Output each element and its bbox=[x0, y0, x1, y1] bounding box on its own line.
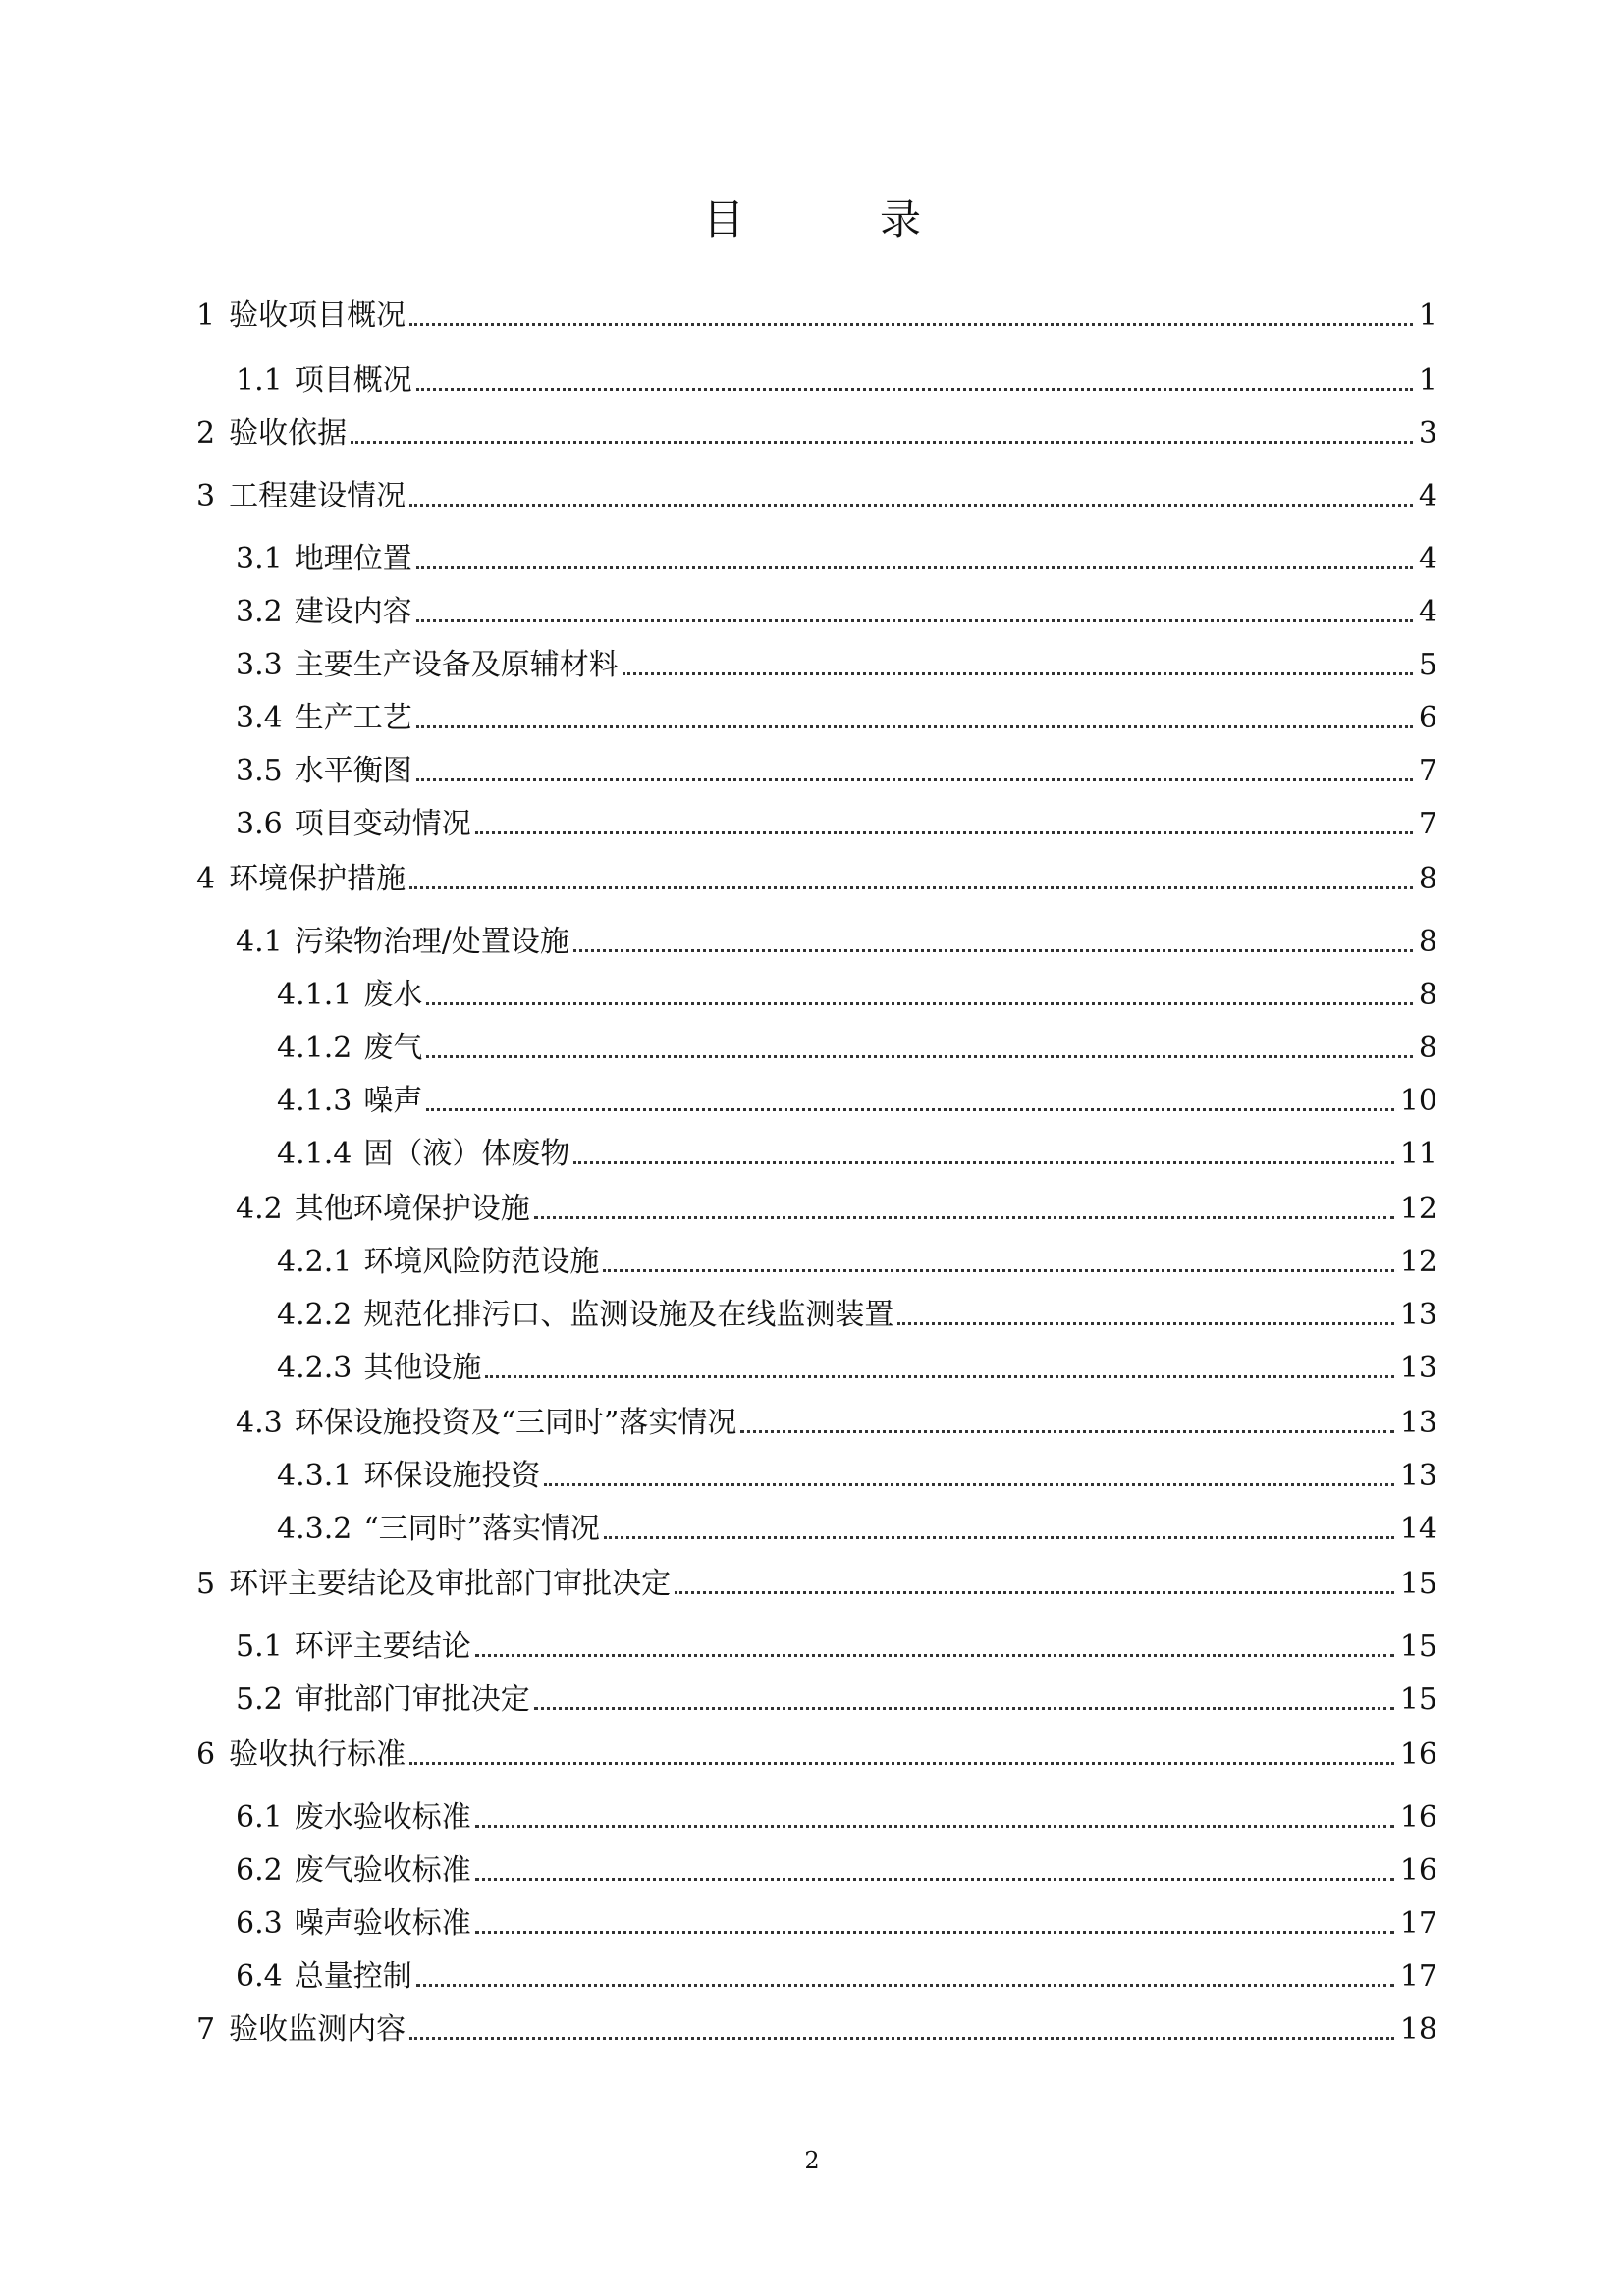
toc-entry-title: 项目变动情况 bbox=[294, 807, 471, 841]
toc-entry-page: 4 bbox=[1418, 542, 1437, 576]
dot-leader bbox=[475, 1654, 1394, 1657]
dot-leader bbox=[426, 1108, 1393, 1111]
toc-entry-number: 3.2 bbox=[236, 595, 283, 629]
toc-entry-title: 废气 bbox=[363, 1031, 423, 1065]
toc-entry-title: 环评主要结论及审批部门审批决定 bbox=[229, 1567, 672, 1601]
dot-leader bbox=[485, 1375, 1393, 1378]
toc-entry-number: 5.1 bbox=[236, 1629, 283, 1664]
toc-entry[interactable] bbox=[0, 359, 1624, 399]
toc-entry-page: 7 bbox=[1418, 754, 1437, 788]
toc-entry-page: 6 bbox=[1418, 701, 1437, 735]
toc-entry[interactable] bbox=[0, 1347, 1624, 1386]
toc-entry[interactable] bbox=[0, 1241, 1624, 1280]
toc-entry-title: 验收执行标准 bbox=[229, 1737, 406, 1772]
toc-entry-title: 项目概况 bbox=[294, 363, 412, 398]
toc-entry[interactable] bbox=[0, 1849, 1624, 1889]
toc-entry-title: 规范化排污口、监测设施及在线监测装置 bbox=[363, 1298, 894, 1332]
toc-entry-number: 5.2 bbox=[236, 1682, 283, 1717]
toc-entry-title: 验收监测内容 bbox=[229, 2012, 406, 2047]
dot-leader bbox=[416, 778, 1413, 781]
toc-entry-number: 1.1 bbox=[236, 363, 283, 398]
toc-entry-number: 7 bbox=[196, 2012, 216, 2047]
dot-leader bbox=[740, 1430, 1393, 1433]
toc-entry[interactable] bbox=[0, 644, 1624, 683]
toc-entry-number: 3.4 bbox=[236, 701, 283, 735]
toc-entry-title: 废气验收标准 bbox=[294, 1853, 471, 1888]
toc-entry-number: 4.3.2 bbox=[277, 1512, 352, 1546]
toc-entry-title: 环评主要结论 bbox=[294, 1629, 471, 1664]
toc-entry-number: 3.3 bbox=[236, 648, 283, 682]
toc-entry-number: 4.2.1 bbox=[277, 1245, 352, 1279]
toc-entry-number: 4.3.1 bbox=[277, 1459, 352, 1493]
toc-entry[interactable] bbox=[0, 1734, 1624, 1773]
toc-entry-title: 水平衡图 bbox=[294, 754, 412, 788]
toc-entry-page: 8 bbox=[1418, 925, 1437, 959]
toc-entry-title: 环保设施投资及“三同时”落实情况 bbox=[294, 1406, 737, 1440]
toc-entry-title: 审批部门审批决定 bbox=[294, 1682, 530, 1717]
dot-leader bbox=[409, 323, 1413, 326]
dot-leader bbox=[416, 1984, 1394, 1987]
toc-entry-title: 建设内容 bbox=[294, 595, 412, 629]
toc-entry-number: 6.2 bbox=[236, 1853, 283, 1888]
toc-entry-page: 15 bbox=[1399, 1567, 1437, 1601]
toc-entry-number: 3 bbox=[196, 479, 216, 513]
toc-entry-number: 6 bbox=[196, 1737, 216, 1772]
toc-entry[interactable] bbox=[0, 1902, 1624, 1942]
toc-entry-title: 噪声验收标准 bbox=[294, 1906, 471, 1941]
toc-entry-page: 5 bbox=[1418, 648, 1437, 682]
dot-leader bbox=[604, 1536, 1394, 1539]
toc-entry[interactable] bbox=[0, 1188, 1624, 1227]
toc-entry-title: 验收依据 bbox=[229, 416, 348, 451]
toc-entry[interactable] bbox=[0, 697, 1624, 736]
dot-leader bbox=[475, 1825, 1394, 1828]
dot-leader bbox=[416, 725, 1413, 728]
toc-entry-page: 15 bbox=[1399, 1682, 1437, 1717]
toc-entry-page: 12 bbox=[1399, 1192, 1437, 1226]
toc-entry-title: 其他设施 bbox=[363, 1351, 482, 1385]
dot-leader bbox=[623, 672, 1413, 675]
toc-entry-title: 污染物治理/处置设施 bbox=[294, 925, 569, 959]
dot-leader bbox=[409, 886, 1413, 889]
toc-entry[interactable] bbox=[0, 1796, 1624, 1836]
toc-entry-page: 13 bbox=[1399, 1406, 1437, 1440]
toc-entry-page: 17 bbox=[1399, 1906, 1437, 1941]
toc-entry-page: 1 bbox=[1418, 298, 1437, 333]
toc-title: 目 录 bbox=[702, 195, 968, 243]
toc-entry-number: 5 bbox=[196, 1567, 216, 1601]
dot-leader bbox=[416, 566, 1413, 569]
dot-leader bbox=[426, 1002, 1413, 1005]
toc-entry-page: 16 bbox=[1399, 1853, 1437, 1888]
dot-leader bbox=[897, 1322, 1393, 1325]
toc-entry-number: 3.6 bbox=[236, 807, 283, 841]
dot-leader bbox=[475, 1878, 1394, 1881]
toc-entry-page: 3 bbox=[1418, 416, 1437, 451]
dot-leader bbox=[426, 1055, 1413, 1058]
dot-leader bbox=[416, 388, 1413, 391]
toc-entry-title: 环保设施投资 bbox=[363, 1459, 541, 1493]
toc-entry-page: 12 bbox=[1399, 1245, 1437, 1279]
toc-entry-number: 4.2.3 bbox=[277, 1351, 352, 1385]
toc-entry-page: 13 bbox=[1399, 1351, 1437, 1385]
toc-entry[interactable] bbox=[0, 1563, 1624, 1602]
toc-entry[interactable] bbox=[0, 591, 1624, 630]
toc-entry-number: 4.2 bbox=[236, 1192, 283, 1226]
toc-entry[interactable] bbox=[0, 1027, 1624, 1066]
toc-entry[interactable] bbox=[0, 294, 1624, 334]
toc-entry-number: 4.2.2 bbox=[277, 1298, 352, 1332]
toc-entry-page: 8 bbox=[1418, 862, 1437, 896]
toc-entry-page: 16 bbox=[1399, 1737, 1437, 1772]
dot-leader bbox=[675, 1591, 1394, 1594]
toc-entry-page: 16 bbox=[1399, 1800, 1437, 1835]
dot-leader bbox=[475, 831, 1413, 834]
toc-entry[interactable] bbox=[0, 475, 1624, 514]
toc-entry-page: 10 bbox=[1399, 1084, 1437, 1118]
toc-entry[interactable] bbox=[0, 1955, 1624, 1995]
toc-entry-page: 15 bbox=[1399, 1629, 1437, 1664]
toc-entry-title: 总量控制 bbox=[294, 1959, 412, 1994]
toc-entry[interactable] bbox=[0, 1679, 1624, 1718]
dot-leader bbox=[351, 441, 1413, 444]
toc-entry[interactable] bbox=[0, 1626, 1624, 1665]
dot-leader bbox=[544, 1483, 1393, 1486]
dot-leader bbox=[573, 1161, 1393, 1164]
toc-entry-number: 6.3 bbox=[236, 1906, 283, 1941]
dot-leader bbox=[409, 1762, 1394, 1765]
toc-entry-number: 6.1 bbox=[236, 1800, 283, 1835]
toc-entry-page: 1 bbox=[1418, 363, 1437, 398]
toc-entry-title: 固（液）体废物 bbox=[363, 1137, 570, 1171]
toc-entry-number: 3.5 bbox=[236, 754, 283, 788]
toc-entry-page: 18 bbox=[1399, 2012, 1437, 2047]
dot-leader bbox=[534, 1216, 1394, 1219]
toc-entry-title: 环境风险防范设施 bbox=[363, 1245, 600, 1279]
toc-entry-title: 废水验收标准 bbox=[294, 1800, 471, 1835]
toc-entry[interactable] bbox=[0, 1080, 1624, 1119]
toc-entry-number: 4.1.3 bbox=[277, 1084, 352, 1118]
toc-entry[interactable] bbox=[0, 2008, 1624, 2048]
toc-entry-title: 其他环境保护设施 bbox=[294, 1192, 530, 1226]
dot-leader bbox=[603, 1269, 1393, 1272]
toc-entry-title: 主要生产设备及原辅材料 bbox=[294, 648, 619, 682]
toc-entry-title: 噪声 bbox=[363, 1084, 423, 1118]
toc-entry[interactable] bbox=[0, 858, 1624, 897]
toc-entry-number: 4.3 bbox=[236, 1406, 283, 1440]
dot-leader bbox=[416, 619, 1413, 622]
toc-entry[interactable] bbox=[0, 1455, 1624, 1494]
toc-entry-number: 4 bbox=[196, 862, 216, 896]
toc-entry[interactable] bbox=[0, 1402, 1624, 1441]
toc-entry-number: 3.1 bbox=[236, 542, 283, 576]
toc-entry-page: 17 bbox=[1399, 1959, 1437, 1994]
toc-entry-page: 8 bbox=[1418, 978, 1437, 1012]
toc-entry-title: 地理位置 bbox=[294, 542, 412, 576]
dot-leader bbox=[573, 949, 1413, 952]
toc-entry-number: 2 bbox=[196, 416, 216, 451]
toc-entry-title: 生产工艺 bbox=[294, 701, 412, 735]
toc-entry-title: 验收项目概况 bbox=[229, 298, 406, 333]
dot-leader bbox=[534, 1707, 1394, 1710]
toc-entry-page: 11 bbox=[1399, 1137, 1437, 1171]
toc-entry-page: 13 bbox=[1399, 1298, 1437, 1332]
page-number: 2 bbox=[804, 2147, 820, 2174]
toc-entry-page: 8 bbox=[1418, 1031, 1437, 1065]
toc-entry-page: 13 bbox=[1399, 1459, 1437, 1493]
toc-entry[interactable] bbox=[0, 1133, 1624, 1172]
toc-entry-page: 4 bbox=[1418, 479, 1437, 513]
toc-entry[interactable] bbox=[0, 412, 1624, 452]
dot-leader bbox=[409, 2037, 1394, 2040]
toc-entry[interactable] bbox=[0, 538, 1624, 577]
toc-entry[interactable] bbox=[0, 921, 1624, 960]
toc-entry-page: 14 bbox=[1399, 1512, 1437, 1546]
toc-entry-title: 废水 bbox=[363, 978, 423, 1012]
toc-entry-number: 6.4 bbox=[236, 1959, 283, 1994]
toc-entry-number: 1 bbox=[196, 298, 216, 333]
toc-entry-title: 环境保护措施 bbox=[229, 862, 406, 896]
toc-entry-number: 4.1.2 bbox=[277, 1031, 352, 1065]
toc-entry[interactable] bbox=[0, 750, 1624, 789]
toc-entry-title: 工程建设情况 bbox=[229, 479, 406, 513]
toc-entry-number: 4.1.1 bbox=[277, 978, 352, 1012]
toc-entry[interactable] bbox=[0, 1294, 1624, 1333]
toc-entry-title: “三同时”落实情况 bbox=[363, 1512, 601, 1546]
dot-leader bbox=[475, 1931, 1394, 1934]
toc-entry-number: 4.1.4 bbox=[277, 1137, 352, 1171]
toc-entry-page: 4 bbox=[1418, 595, 1437, 629]
toc-entry[interactable] bbox=[0, 974, 1624, 1013]
toc-entry-page: 7 bbox=[1418, 807, 1437, 841]
toc-entry[interactable] bbox=[0, 1508, 1624, 1547]
toc-entry[interactable] bbox=[0, 803, 1624, 842]
dot-leader bbox=[409, 504, 1413, 507]
toc-entry-number: 4.1 bbox=[236, 925, 283, 959]
